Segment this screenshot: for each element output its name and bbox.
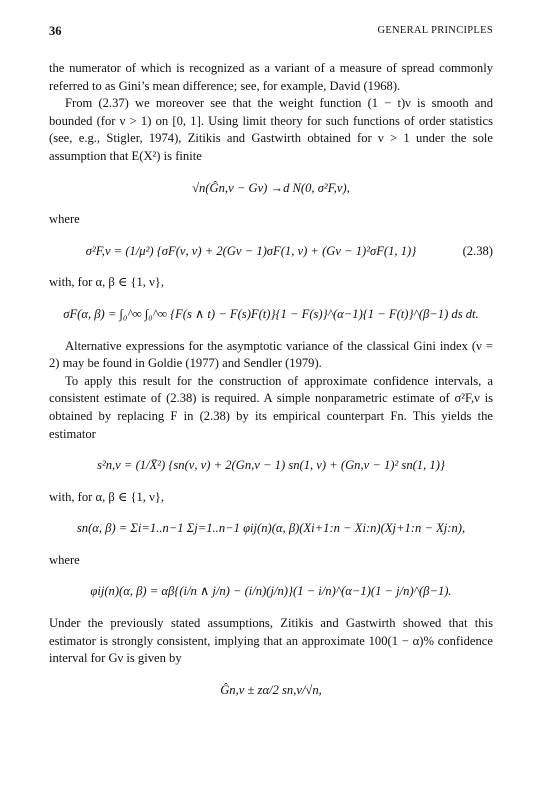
label-where-2: where: [49, 552, 80, 567]
paragraph-weight-function: From (2.37) we moreover see that the weight function (1 − t)ν is smooth and bounded (for ν > 1) on [0, 1]. Using limit theory for such functions of order statistics (see, e.g., Stigler, 1974), Zitikis and Gastwirth obtained for ν > 1 under the sole assumption that E(X²) is finite: [49, 96, 493, 163]
page-number: 36: [49, 24, 62, 38]
equation-estimator: s²n,ν = (1/X̄²) {sn(ν, ν) + 2(Gn,ν − 1) sn(1, ν) + (Gn,ν − 1)² sn(1, 1)}: [97, 458, 445, 473]
equation-2-38: σ²F,ν = (1/μ²) {σF(ν, ν) + 2(Gν − 1)σF(1, ν) + (Gν − 1)²σF(1, 1)}: [85, 243, 417, 258]
page-body: [49, 60, 493, 699]
running-title: GENERAL PRINCIPLES: [377, 25, 493, 36]
equation-phi: φij(n)(α, β) = αβ{(i/n ∧ j/n) − (i/n)(j/n)}(1 − i/n)^(α−1)(1 − j/n)^(β−1).: [90, 584, 452, 599]
page-header: [49, 24, 493, 40]
equation-confidence-interval: Ĝn,ν ± zα/2 sn,ν/√n,: [220, 682, 322, 697]
label-with-alpha-beta-2: with, for α, β ∈ {1, ν},: [49, 489, 164, 504]
label-with-alpha-beta: with, for α, β ∈ {1, ν},: [49, 275, 164, 290]
equation-sn: sn(α, β) = Σi=1..n−1 Σj=1..n−1 φij(n)(α, β)(Xi+1:n − Xi:n)(Xj+1:n − Xj:n),: [76, 521, 466, 536]
paragraph-alternative-expressions: Alternative expressions for the asymptotic variance of the classical Gini index (ν = 2) may be found in Goldie (1977) and Sendler (1979).: [49, 338, 493, 371]
label-where: where: [49, 212, 80, 227]
paragraph-confidence-intervals: To apply this result for the construction of approximate confidence intervals, a consistent estimate of (2.38) is required. A simple nonparametric estimate of σ²F,ν is obtained by replacing F in (2.38) by its empirical counterpart Fn. This yields the estimator: [49, 373, 493, 441]
paragraph-continuation: the numerator of which is recognized as a variant of a measure of spread commonly referred to as Gini’s mean difference; see, for example, David (1968).: [49, 61, 493, 93]
equation-2-38-row: [49, 243, 493, 261]
equation-number: (2.38): [462, 243, 493, 258]
equation-sigma-f: σF(α, β) = ∫₀^∞ ∫₀^∞ {F(s ∧ t) − F(s)F(t)}{1 − F(s)}^(α−1){1 − F(t)}^(β−1) ds dt.: [63, 306, 479, 321]
equation-convergence: √n(Ĝn,ν − Gν) →d N(0, σ²F,ν),: [192, 180, 350, 195]
paragraph-consistency: Under the previously stated assumptions, Zitikis and Gastwirth showed that this estimator is strongly consistent, implying that an approximate 100(1 − α)% confidence interval for Gν is given by: [49, 616, 493, 666]
